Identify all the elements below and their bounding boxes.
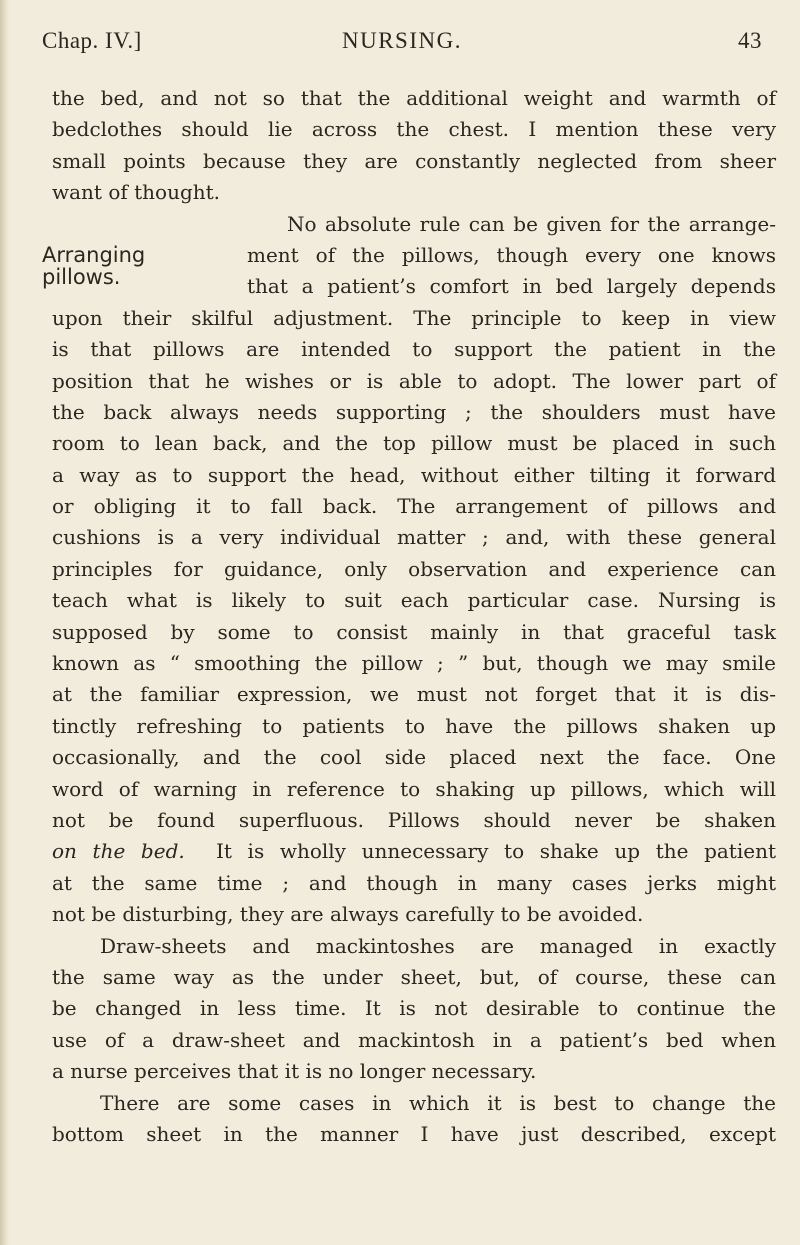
chapter-label: Chap. IV.]	[42, 28, 142, 53]
running-title: NURSING.	[342, 28, 462, 53]
text-line: want of thought.	[52, 180, 221, 205]
text-line: supposed by some to consist mainly in that graceful task	[52, 619, 776, 644]
marginal-note-line: pillows.	[42, 265, 121, 289]
paragraph-first-line: There are some cases in which it is best to change the	[100, 1090, 776, 1115]
text-line: upon their skilful adjustment. The principle to keep in view	[52, 305, 776, 330]
text-line: principles for guidance, only observation and experience can	[52, 556, 776, 581]
paragraph-first-line: Draw-sheets and mackintoshes are managed in exactly	[100, 933, 776, 958]
italic-phrase: on the bed.	[52, 839, 185, 864]
text-line: the bed, and not so that the additional weight and warmth of	[52, 86, 776, 110]
text-line: teach what is likely to suit each particular case. Nursing is	[52, 588, 776, 613]
text-line: bedclothes should lie across the chest. I mention these very	[52, 117, 776, 142]
text-line: cushions is a very individual matter ; and, with these general	[52, 525, 776, 550]
text-line: tinctly refreshing to patients to have the pillows shaken up	[52, 713, 776, 738]
paragraph-first-line: No absolute rule can be given for the arrange-	[287, 211, 776, 236]
text-line: occasionally, and the cool side placed next the face. One	[52, 745, 776, 770]
body-text	[52, 83, 776, 1150]
text-line: known as “ smoothing the pillow ; ” but, though we may smile	[52, 651, 776, 676]
text-line: use of a draw-sheet and mackintosh in a patient’s bed when	[52, 1027, 776, 1052]
text-line: position that he wishes or is able to adopt. The lower part of	[52, 368, 776, 393]
text-line-with-italic	[52, 836, 776, 867]
text-line: that a patient’s comfort in bed largely depends	[247, 274, 776, 299]
text-line: a nurse perceives that it is no longer necessary.	[52, 1059, 537, 1084]
text-line: at the same time ; and though in many cases jerks might	[52, 870, 776, 895]
text-line: is that pillows are intended to support the patient in the	[52, 337, 776, 362]
text-line: bottom sheet in the manner I have just described, except	[52, 1121, 776, 1146]
text-line: be changed in less time. It is not desirable to continue the	[52, 996, 776, 1021]
text-line-remainder: It is wholly unnecessary to shake up the patient	[215, 839, 776, 864]
text-line: not be found superfluous. Pillows should never be shaken	[52, 807, 776, 832]
page-number: 43	[738, 28, 762, 53]
text-line: or obliging it to fall back. The arrangement of pillows and	[52, 494, 776, 519]
text-line: small points because they are constantly neglected from sheer	[52, 148, 776, 173]
text-line: ment of the pillows, though every one knows	[247, 242, 776, 267]
marginal-note-line: Arranging	[42, 243, 146, 267]
text-line: room to lean back, and the top pillow must be placed in such	[52, 431, 776, 456]
text-line: at the familiar expression, we must not forget that it is dis-	[52, 682, 776, 707]
text-line: the same way as the under sheet, but, of course, these can	[52, 964, 776, 989]
running-header	[42, 28, 762, 62]
text-line: not be disturbing, they are always carefully to be avoided.	[52, 902, 644, 927]
text-line: the back always needs supporting ; the shoulders must have	[52, 399, 776, 424]
text-line: a way as to support the head, without either tilting it forward	[52, 462, 776, 487]
page-edge-shadow	[0, 0, 9, 1245]
text-line: word of warning in reference to shaking up pillows, which will	[52, 776, 776, 801]
